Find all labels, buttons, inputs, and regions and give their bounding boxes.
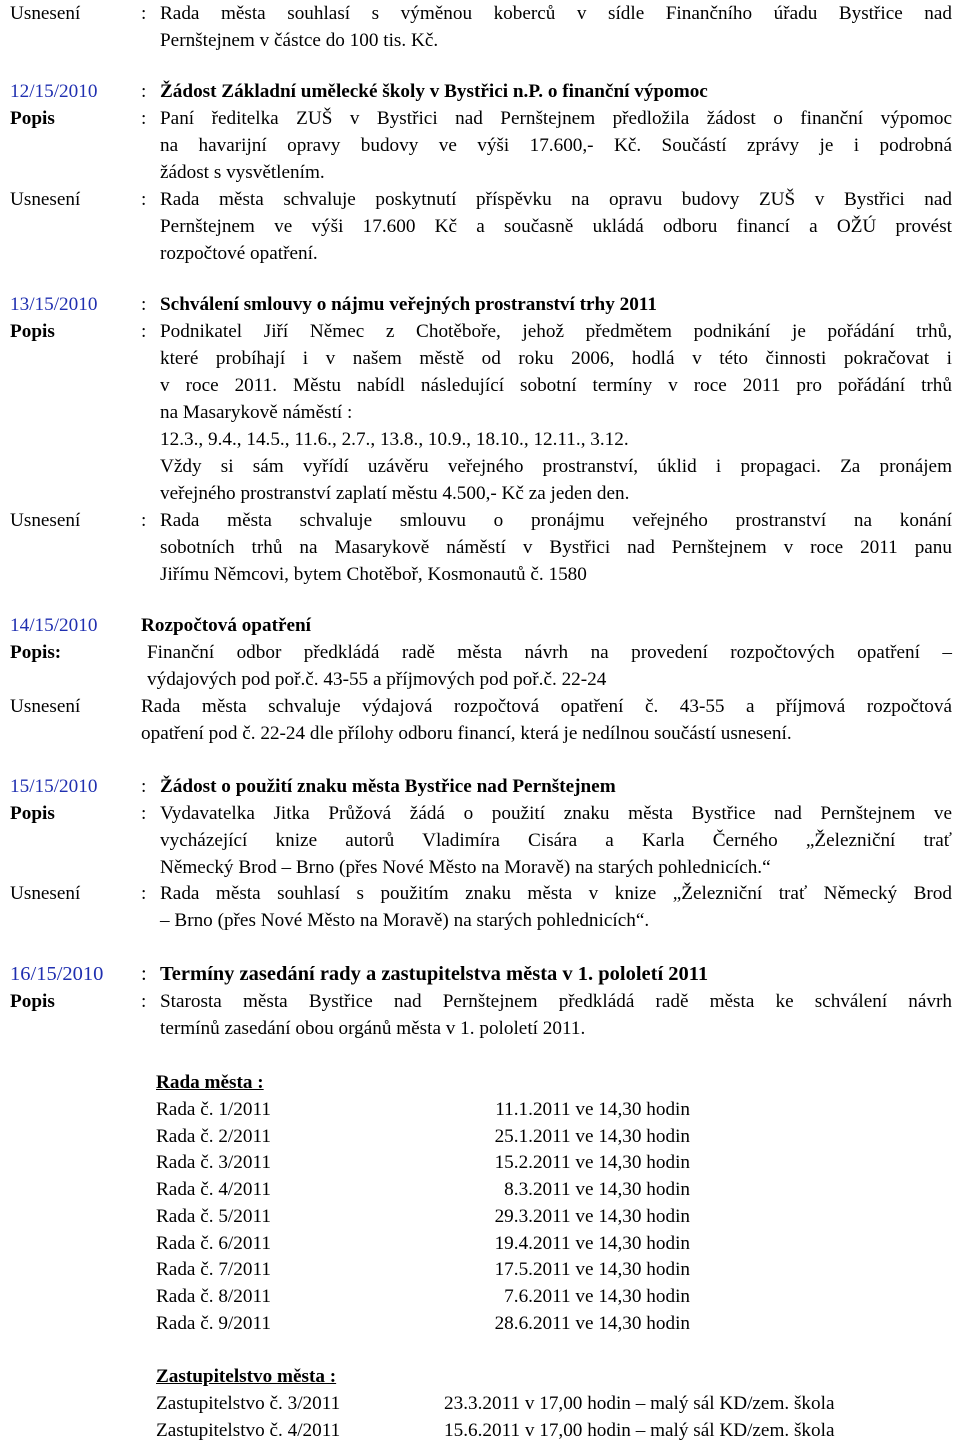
zastupitelstvo-heading: Zastupitelstvo města : xyxy=(156,1366,337,1387)
colon: : xyxy=(141,510,147,531)
rada-date: 28.6.2011 ve 14,30 hodin xyxy=(494,1312,690,1334)
rada-date: 15.2.2011 ve 14,30 hodin xyxy=(494,1152,690,1174)
item-number: 14/15/2010 xyxy=(10,615,98,636)
popis-label: Popis: xyxy=(10,642,62,663)
item-number: 16/15/2010 xyxy=(10,963,104,985)
popis-label: Popis xyxy=(10,991,55,1012)
colon: : xyxy=(141,108,147,129)
rada-name: Rada č. 5/2011 xyxy=(156,1205,271,1227)
colon: : xyxy=(141,803,147,824)
colon: : xyxy=(141,776,147,797)
popis-text: Vydavatelka Jitka Průžová žádá o použití znaku města Bystřice nad Pernštejnem ve vycházející knize autorů Vladimíra Cisára a Karla Černého „Železniční trať Německý Brod – Brno (přes Nové Město na Moravě) na starých pohlednicích.“ xyxy=(160,803,952,878)
usneseni-text: Rada města schvaluje poskytnutí příspěvku na opravu budovy ZUŠ v Bystřici nad Pernštejnem ve výši 17.600 Kč a současně ukládá odboru financí a OŽÚ provést rozpočtové opatření. xyxy=(160,189,952,264)
rada-date: 7.6.2011 ve 14,30 hodin xyxy=(504,1285,690,1307)
usneseni-text: Rada města souhlasí s použitím znaku města v knize „Železniční trať Německý Brod – Brno (přes Nové Město na Moravě) na starých pohlednicích“. xyxy=(160,883,952,931)
popis-text: Paní ředitelka ZUŠ v Bystřici nad Pernštejnem předložila žádost o finanční výpomoc na havarijní opravy budovy ve výši 17.600,- Kč. Součástí zprávy je i podrobná žádost s vysvětlením. xyxy=(160,108,952,183)
popis-label: Popis xyxy=(10,321,55,342)
rada-name: Rada č. 2/2011 xyxy=(156,1125,271,1147)
usneseni-label: Usnesení xyxy=(10,3,81,24)
item-title: Žádost Základní umělecké školy v Bystřici n.P. o finanční výpomoc xyxy=(160,81,708,102)
item-title: Rozpočtová opatření xyxy=(141,615,311,636)
colon: : xyxy=(141,189,147,210)
rada-name: Rada č. 4/2011 xyxy=(156,1179,271,1201)
rada-name: Rada č. 9/2011 xyxy=(156,1312,271,1334)
popis-label: Popis xyxy=(10,108,55,129)
colon: : xyxy=(141,321,147,342)
colon: : xyxy=(141,81,147,102)
rada-name: Rada č. 6/2011 xyxy=(156,1232,271,1254)
popis-text: Starosta města Bystřice nad Pernštejnem předkládá radě města ke schválení návrh termínů zasedání obou orgánů města v 1. pololetí 2011. xyxy=(160,991,952,1039)
colon: : xyxy=(141,883,147,904)
rada-date: 29.3.2011 ve 14,30 hodin xyxy=(494,1205,690,1227)
usneseni-text: Rada města schvaluje výdajová rozpočtová opatření č. 43-55 a příjmová rozpočtová opatření pod č. 22-24 dle přílohy odboru financí, která je nedílnou součástí usnesení. xyxy=(141,696,952,744)
popis-text: Finanční odbor předkládá radě města návrh na provedení rozpočtových opatření – výdajových pod poř.č. 43-55 a příjmových pod poř.č. 22-24 xyxy=(147,642,952,690)
rada-date: 11.1.2011 ve 14,30 hodin xyxy=(495,1099,690,1120)
item-title: Žádost o použití znaku města Bystřice nad Pernštejnem xyxy=(160,776,616,797)
colon: : xyxy=(141,294,147,315)
popis-label: Popis xyxy=(10,803,55,824)
item-number: 12/15/2010 xyxy=(10,81,98,102)
zastupitelstvo-name: Zastupitelstvo č. 4/2011 xyxy=(156,1420,341,1441)
colon: : xyxy=(141,991,147,1012)
rada-date: 25.1.2011 ve 14,30 hodin xyxy=(494,1125,690,1147)
popis-text: Podnikatel Jiří Němec z Chotěboře, jehož předmětem podnikání je pořádání trhů, které probíhají i v našem městě od roku 2006, hodlá v této činnosti pokračovat i v roce 2011. Městu nabídl následující sobotní termíny v roce 2011 pro pořádání trhů na Masarykově náměstí : 12.3., 9.4., 14.5., 11.6., 2.7., 13.8., 10.9., 18.10., 12.11., 3.12. Vždy si sám vyřídí uzávěru veřejného prostranství, úklid i propagaci. Za pronájem veřejného prostranství zaplatí městu 4.500,- Kč za jeden den. xyxy=(160,321,952,504)
zastupitelstvo-name: Zastupitelstvo č. 3/2011 xyxy=(156,1393,341,1414)
rada-date: 8.3.2011 ve 14,30 hodin xyxy=(504,1179,690,1201)
rada-heading: Rada města : xyxy=(156,1072,264,1093)
usneseni-label: Usnesení xyxy=(10,189,81,210)
zastupitelstvo-date: 23.3.2011 v 17,00 hodin – malý sál KD/zem. škola xyxy=(444,1393,835,1414)
zastupitelstvo-date: 15.6.2011 v 17,00 hodin – malý sál KD/zem. škola xyxy=(444,1420,835,1441)
item-number: 15/15/2010 xyxy=(10,776,98,797)
rada-name: Rada č. 8/2011 xyxy=(156,1285,271,1307)
rada-name: Rada č. 1/2011 xyxy=(156,1099,271,1120)
usneseni-label: Usnesení xyxy=(10,696,81,717)
usneseni-text: Rada města schvaluje smlouvu o pronájmu veřejného prostranství na konání sobotních trhů na Masarykově náměstí v Bystřici nad Pernštejnem v roce 2011 panu Jiřímu Němcovi, bytem Chotěboř, Kosmonautů č. 1580 xyxy=(160,510,952,585)
colon: : xyxy=(141,963,147,985)
rada-name: Rada č. 3/2011 xyxy=(156,1152,271,1174)
item-title: Schválení smlouvy o nájmu veřejných prostranství trhy 2011 xyxy=(160,294,657,315)
rada-name: Rada č. 7/2011 xyxy=(156,1259,271,1281)
item-number: 13/15/2010 xyxy=(10,294,98,315)
item-title: Termíny zasedání rady a zastupitelstva města v 1. pololetí 2011 xyxy=(160,963,709,985)
rada-date: 19.4.2011 ve 14,30 hodin xyxy=(494,1232,690,1254)
usneseni-text: Rada města souhlasí s výměnou koberců v sídle Finančního úřadu Bystřice nad Pernštejnem v částce do 100 tis. Kč. xyxy=(160,3,952,51)
colon: : xyxy=(141,3,147,24)
usneseni-label: Usnesení xyxy=(10,510,81,531)
rada-date: 17.5.2011 ve 14,30 hodin xyxy=(494,1259,690,1281)
usneseni-label: Usnesení xyxy=(10,883,81,904)
